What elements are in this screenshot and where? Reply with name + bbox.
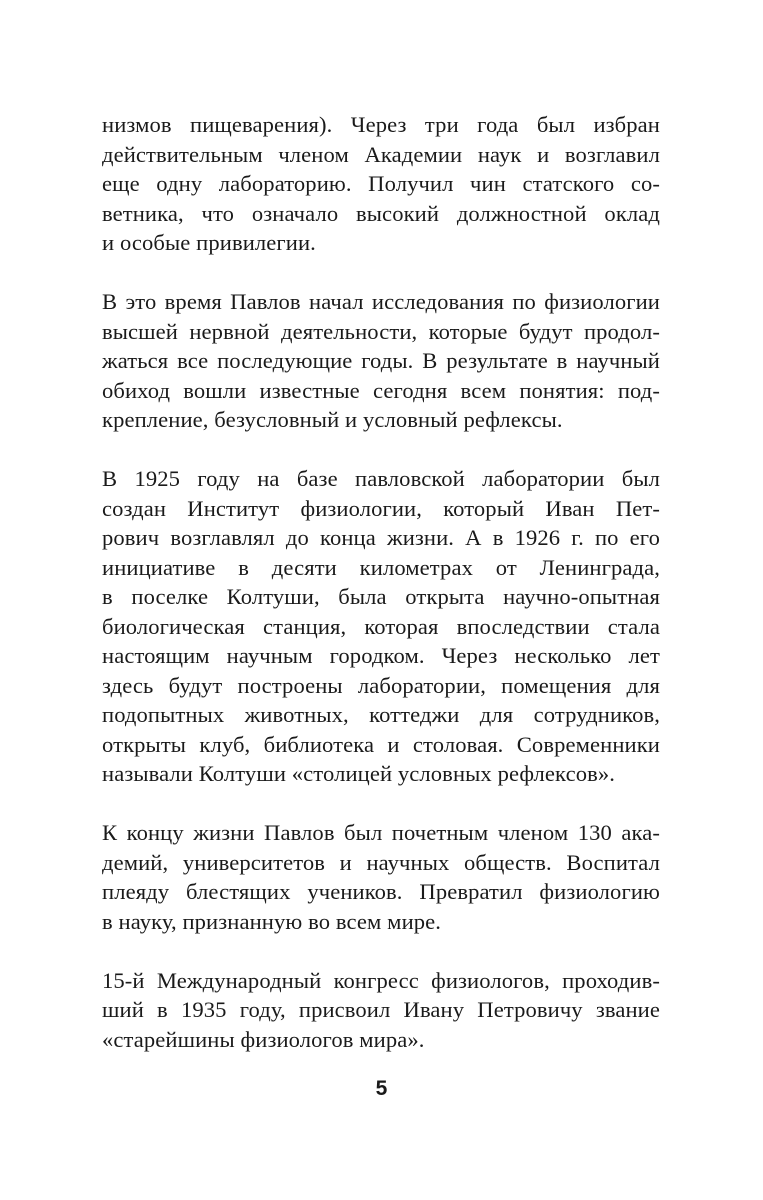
paragraph-3 <box>102 464 660 789</box>
text-line: инициативе в десяти километрах от Ленинграда, <box>102 554 660 580</box>
text-line: плеяду блестящих учеников. Превратил физиологию <box>102 879 660 904</box>
text-line: здесь будут построены лаборатории, помещения для <box>102 672 660 698</box>
text-line: рович возглавлял до конца жизни. А в 1926 г. по его <box>102 525 660 550</box>
paragraph-2 <box>102 287 660 435</box>
text-line: К концу жизни Павлов был почетным членом 130 ака- <box>102 820 660 845</box>
text-line: ветника, что означало высокий должностной оклад <box>102 200 660 226</box>
text-line: подопытных животных, коттеджи для сотрудников, <box>102 702 660 727</box>
text-line: «старейшины физиологов мира». <box>102 1026 425 1052</box>
text-line: в науку, признанную во всем мире. <box>102 908 442 934</box>
paragraph-1 <box>102 110 660 258</box>
text-line: обиход вошли известные сегодня всем понятия: под- <box>102 377 660 403</box>
text-line: В 1925 году на базе павловской лаборатории был <box>102 466 660 491</box>
text-line: открыты клуб, библиотека и столовая. Современники <box>102 731 660 757</box>
text-line: и особые привилегии. <box>102 230 316 255</box>
text-line: действительным членом Академии наук и возглавил <box>102 141 660 167</box>
text-line: В это время Павлов начал исследования по физиологии <box>102 289 660 314</box>
text-line: высшей нервной деятельности, которые будут продол- <box>102 318 660 344</box>
text-line: настоящим научным городком. Через несколько лет <box>102 643 660 668</box>
text-line: биологическая станция, которая впоследствии стала <box>102 613 660 639</box>
text-line: 15-й Международный конгресс физиологов, проходив- <box>102 967 660 993</box>
body-text <box>102 110 660 1084</box>
text-line: еще одну лабораторию. Получил чин статского со- <box>102 171 660 196</box>
text-line: крепление, безусловный и условный рефлексы. <box>102 407 563 432</box>
text-line: ший в 1935 году, присвоил Ивану Петровичу звание <box>102 997 660 1022</box>
paragraph-4 <box>102 818 660 936</box>
text-line: низмов пищеварения). Через три года был избран <box>102 112 660 137</box>
text-line: создан Институт физиологии, который Иван Пет- <box>102 495 660 521</box>
text-line: жаться все последующие годы. В результате в научный <box>102 348 660 373</box>
text-line: демий, университетов и научных обществ. Воспитал <box>102 849 660 875</box>
paragraph-5 <box>102 966 660 1055</box>
text-line: называли Колтуши «столицей условных рефлексов». <box>102 761 616 786</box>
text-line: в поселке Колтуши, была открыта научно-опытная <box>102 584 660 609</box>
page-number: 5 <box>375 1077 388 1100</box>
